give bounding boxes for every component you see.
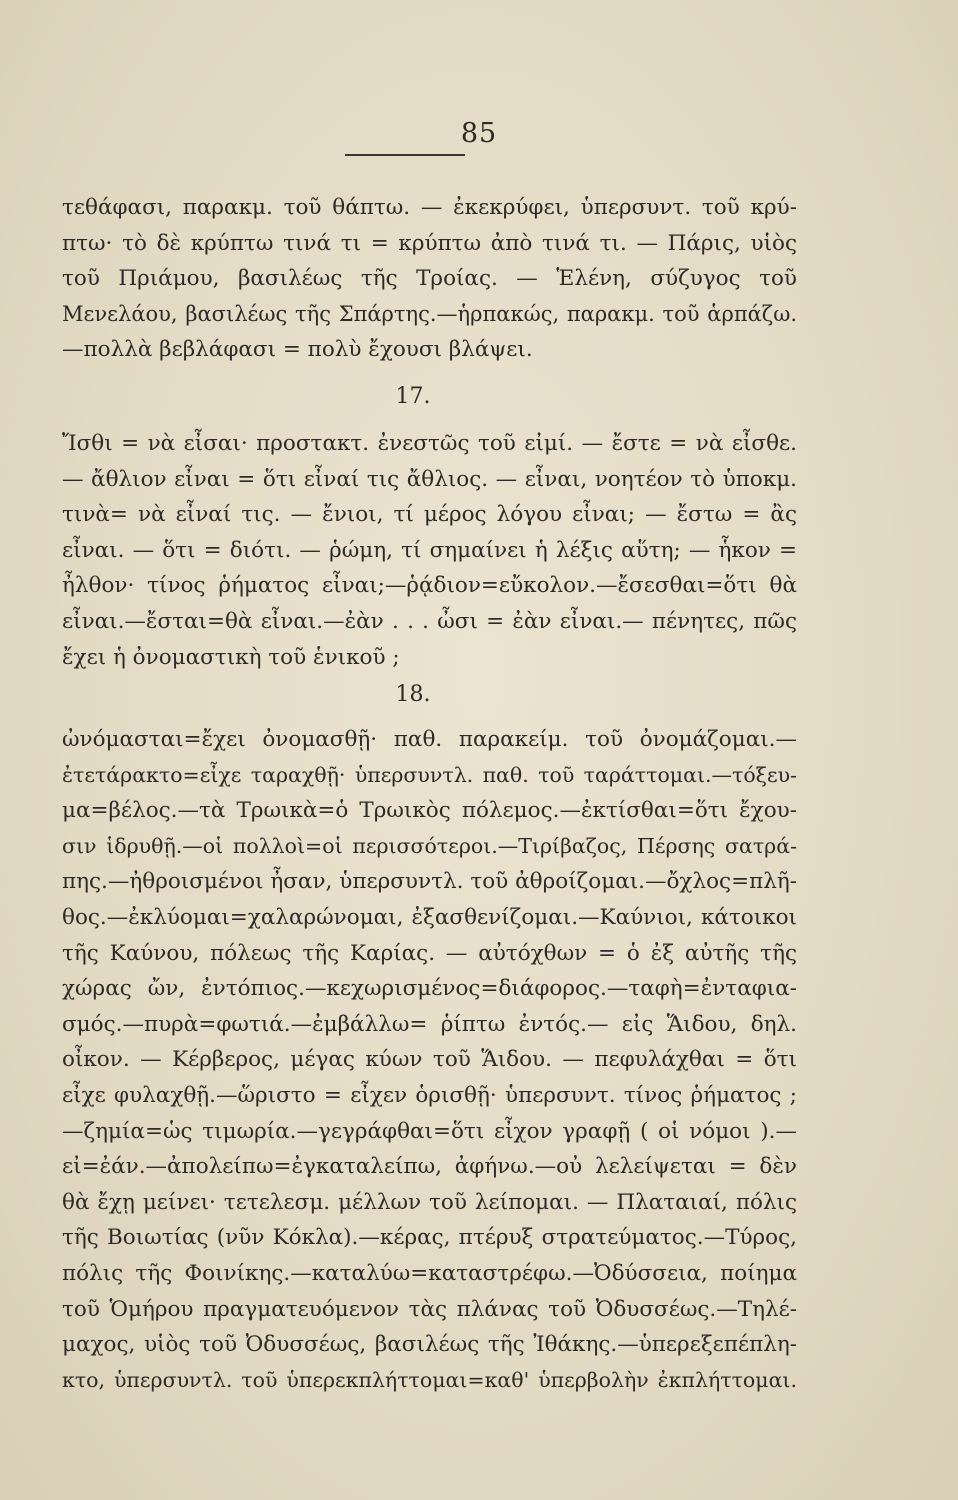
text-line: μα=βέλος.—τὰ Τρωικὰ=ὁ Τρωικὸς πόλεμος.—ἐκτίσθαι=ὅτι ἔχου- <box>62 798 797 824</box>
text-line: εἰ=ἐάν.—ἀπολείπω=ἐγκαταλείπω, ἀφήνω.—οὐ λελείψεται = δὲν <box>62 1154 797 1180</box>
text-line: τῆς Καύνου, πόλεως τῆς Καρίας. — αὐτόχθων = ὁ ἐξ αὐτῆς τῆς <box>62 940 797 966</box>
text-line: εἶναι. — ὅτι = διότι. — ῥώμη, τί σημαίνει ἡ λέξις αὕτη; — ἧκον = <box>62 537 797 563</box>
text-line: πόλις τῆς Φοινίκης.—καταλύω=καταστρέφω.—Ὀδύσσεια, ποίημα <box>62 1260 797 1286</box>
text-line: πης.—ἠθροισμένοι ἦσαν, ὑπερσυντλ. τοῦ ἀθροίζομαι.—ὄχλος=πλῆ- <box>62 869 797 895</box>
text-line: θος.—ἐκλύομαι=χαλαρώνομαι, ἐξασθενίζομαι.—Καύνιοι, κάτοικοι <box>62 904 797 930</box>
text-line: —ζημία=ὡς τιμωρία.—γεγράφθαι=ὅτι εἶχον γραφῇ ( οἱ νόμοι ).— <box>62 1118 797 1144</box>
text-line: σιν ἱδρυθῇ.—οἱ πολλοὶ=οἱ περισσότεροι.—Τιρίβαζος, Πέρσης σατρά- <box>62 833 797 858</box>
text-line: κτο, ὑπερσυντλ. τοῦ ὑπερεκπλήττομαι=καθ' ὑπερβολὴν ἐκπλήττομαι. <box>62 1367 797 1392</box>
text-line: —πολλὰ βεβλάφασι = πολὺ ἔχουσι βλάψει. <box>62 337 533 363</box>
text-line: Ἴσθι = νὰ εἶσαι· προστακτ. ἐνεστῶς τοῦ εἰμί. — ἔστε = νὰ εἶσθε. <box>62 431 797 456</box>
text-line: εἶναι.—ἔσται=θὰ εἶναι.—ἐὰν . . . ὦσι = ἐὰν εἶναι.— πένητες, πῶς <box>62 608 797 634</box>
text-line: τεθάφασι, παρακμ. τοῦ θάπτω. — ἐκεκρύφει, ὑπερσυντ. τοῦ κρύ- <box>62 195 797 220</box>
text-line: ἔχει ἡ ὀνομαστικὴ τοῦ ἑνικοῦ ; <box>62 644 400 670</box>
text-line: τινὰ= νὰ εἶναί τις. — ἔνιοι, τί μέρος λόγου εἶναι; — ἔστω = ἂς <box>62 502 797 528</box>
text-line: μαχος, υἱὸς τοῦ Ὀδυσσέως, βασιλέως τῆς Ἰθάκης.—ὑπερεξεπέπλη- <box>62 1332 797 1358</box>
paragraph-continued <box>62 190 797 368</box>
section-18-text <box>62 722 797 1398</box>
text-line: τοῦ Ὁμήρου πραγματευόμενον τὰς πλάνας τοῦ Ὀδυσσέως.—Τηλέ- <box>62 1296 797 1322</box>
text-line: ὠνόμασται=ἔχει ὀνομασθῇ· παθ. παρακείμ. τοῦ ὀνομάζομαι.— <box>62 727 797 752</box>
text-line: οἶκον. — Κέρβερος, μέγας κύων τοῦ Ἅιδου. — πεφυλάχθαι = ὅτι <box>62 1047 797 1073</box>
text-line: Μενελάου, βασιλέως τῆς Σπάρτης.—ἡρπακώς, παρακμ. τοῦ ἁρπάζω. <box>62 301 797 326</box>
text-line: τῆς Βοιωτίας (νῦν Κόκλα).—κέρας, πτέρυξ στρατεύματος.—Τύρος, <box>62 1225 797 1251</box>
header-rule <box>345 154 465 156</box>
section-number-17: 17. <box>395 384 431 409</box>
text-line: ἦλθον· τίνος ῥήματος εἶναι;—ῥᾴδιον=εὔκολον.—ἔσεσθαι=ὅτι θὰ <box>62 573 797 599</box>
page-number: 85 <box>460 118 498 149</box>
text-line: χώρας ὤν, ἐντόπιος.—κεχωρισμένος=διάφορος.—ταφὴ=ἐνταφια- <box>62 976 797 1002</box>
text-line: θὰ ἔχῃ μείνει· τετελεσμ. μέλλων τοῦ λείπομαι. — Πλαταιαί, πόλις <box>62 1189 797 1215</box>
text-line: τοῦ Πριάμου, βασιλέως τῆς Τροίας. — Ἑλένη, σύζυγος τοῦ <box>62 266 797 292</box>
text-line: εἶχε φυλαχθῇ.—ὥριστο = εἶχεν ὁρισθῇ· ὑπερσυντ. τίνος ῥήματος ; <box>62 1082 797 1108</box>
section-17-text <box>62 426 797 675</box>
text-line: — ἄθλιον εἶναι = ὅτι εἶναί τις ἄθλιος. — εἶναι, νοητέον τὸ ὑποκμ. <box>62 466 797 492</box>
text-line: σμός.—πυρὰ=φωτιά.—ἐμβάλλω= ῥίπτω ἐντός.— εἰς Ἅιδου, δηλ. <box>62 1011 797 1037</box>
section-number-18: 18. <box>395 682 431 707</box>
text-line: πτω· τὸ δὲ κρύπτω τινά τι = κρύπτω ἀπὸ τινά τι. — Πάρις, υἱὸς <box>62 230 797 256</box>
text-line: ἐτετάρακτο=εἶχε ταραχθῇ· ὑπερσυντλ. παθ. τοῦ ταράττομαι.—τόξευ- <box>62 762 797 787</box>
